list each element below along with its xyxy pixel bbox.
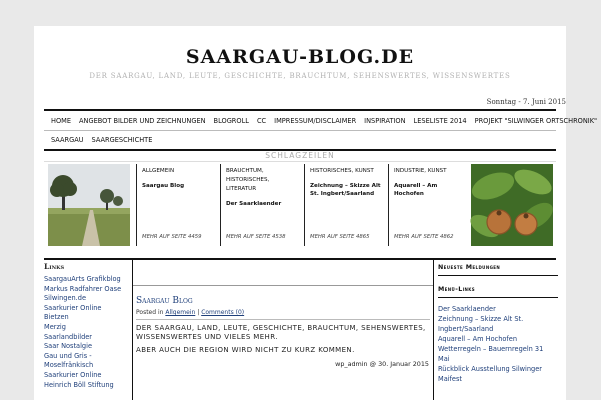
page [34,26,598,400]
sidebar-link[interactable]: Moselfränkisch [44,361,94,370]
sidebar-link[interactable]: Bietzen [44,313,69,322]
sidebar-link[interactable]: Markus Radfahrer Oase [44,284,122,293]
menu-link[interactable]: Rückblick Ausstellung Silwinger [438,365,543,373]
column-divider-right [433,260,434,400]
sidebar-link[interactable]: Silwingen.de [44,294,87,303]
sidebar-links [44,262,130,390]
site-title[interactable]: SAARGAU-BLOG.DE [185,46,415,68]
sidebar-link[interactable]: SaargauArts Grafikblog [44,275,121,283]
post-meta-prefix: Posted in [136,309,164,316]
site-tagline: DER SAARGAU, LAND, LEUTE, GESCHICHTE, BRAUCHTUM, SEHENSWERTES, WISSENSWERTES [89,72,511,80]
post-paragraph: DER SAARGAU, LAND, LEUTE, GESCHICHTE, BRAUCHTUM, SEHENSWERTES, WISSENSWERTES UND VIELES MEHR. [136,324,426,341]
menu-link[interactable]: Wetterregeln – Bauernregeln 31 [438,345,544,353]
nav-item-leseliste[interactable]: LESELISTE 2014 [413,116,467,125]
post-meta-separator: | [197,309,200,316]
headline-more-link[interactable]: MEHR AUF SEITE 4538 [226,234,286,240]
nav-row-1 [44,111,598,130]
nav-item-saargeschichte[interactable]: SAARGESCHICHTE [91,136,153,144]
menu-link[interactable]: Maifest [438,375,462,383]
headline-more-link[interactable]: MEHR AUF SEITE 4459 [142,234,202,240]
menu-link[interactable]: Der Saarklaender [438,305,496,313]
sidebar-links-title: Links [44,262,65,271]
nav-item-impressum[interactable]: IMPRESSUM/DISCLAIMER [274,116,357,125]
headline-category: HISTORISCHES, KUNST [310,168,374,174]
post-category-link[interactable]: Allgemein [165,309,196,316]
menu-link[interactable]: Zeichnung – Skizze Alt St. [438,315,524,323]
sidebar-link[interactable]: Heinrich Böll Stiftung [44,380,114,389]
headlines-section [44,164,556,248]
headline-card-4 [388,164,468,246]
nav-item-home[interactable]: HOME [51,116,72,125]
tree-landscape-image[interactable] [48,164,130,246]
headline-more-link[interactable]: MEHR AUF SEITE 4865 [310,234,370,240]
headlines-label: SCHLAGZEILEN [265,151,335,160]
headline-title[interactable]: Der Saarklaender [226,201,282,207]
sidebar-right-spacer [438,276,558,286]
current-date: Sonntag - 7. Juni 2015 [486,98,566,106]
post-meta [136,309,433,316]
sidebar-link[interactable]: Merzig [44,322,66,331]
sidebar-link[interactable]: Saarkurier Online [44,303,102,312]
sidebar-link[interactable]: Gau und Gris - [44,351,92,360]
content-header-spacer [133,260,433,286]
headline-more-link[interactable]: MEHR AUF SEITE 4862 [394,234,454,240]
menu-link[interactable]: Aquarell – Am Hochofen [438,335,517,343]
nav-item-projekt[interactable]: PROJEKT "SILWINGER ORTSCHRONIK" [474,116,598,125]
headline-card-1 [136,164,216,246]
latest-news-title: Neueste Meldungen [438,264,501,271]
nav-item-cc[interactable]: CC [256,116,267,125]
headline-card-2 [220,164,300,246]
post-paragraph: ABER AUCH DIE REGION WIRD NICHT ZU KURZ KOMMEN. [136,346,355,354]
nav-item-blogroll[interactable]: BLOGROLL [213,116,249,125]
post-body [136,324,429,355]
main-content [133,260,433,368]
sidebar-link[interactable]: Saar Nostalgie [44,342,93,351]
headline-category: BRAUCHTUM, HISTORISCHES, LITERATUR [226,168,270,192]
sidebar-right [438,264,558,384]
nav-item-inspiration[interactable]: INSPIRATION [364,116,406,125]
headline-card-3 [304,164,384,246]
post-title[interactable]: Saargau Blog [136,296,193,306]
menu-link[interactable]: Mai [438,355,450,363]
nav-row-2 [44,130,556,149]
nav-item-angebot[interactable]: ANGEBOT BILDER UND ZEICHNUNGEN [79,116,206,125]
headline-category: INDUSTRIE, KUNST [394,168,447,174]
sidebar-link[interactable]: Saarlandbilder [44,332,93,341]
headlines-divider [44,161,556,162]
post-author-date: wp_admin @ 30. Januar 2015 [335,360,429,368]
headline-category: ALLGEMEIN [142,168,175,174]
sidebar-link[interactable]: Saarkurier Online [44,370,102,379]
menu-link[interactable]: Ingbert/Saarland [438,325,494,333]
menu-links-title: Menü-Links [438,286,476,293]
headline-title[interactable]: Zeichnung – Skizze Alt St. Ingbert/Saarland [310,183,381,197]
headline-title[interactable]: Aquarell – Am Hochofen [394,183,438,197]
main-navigation [44,109,598,151]
nav-item-saargau[interactable]: SAARGAU [51,136,84,144]
post-comments-link[interactable]: Comments (0) [201,309,245,316]
headline-title[interactable]: Saargau Blog [142,183,185,189]
medlar-fruit-image[interactable] [471,164,553,246]
post-divider [136,319,430,320]
